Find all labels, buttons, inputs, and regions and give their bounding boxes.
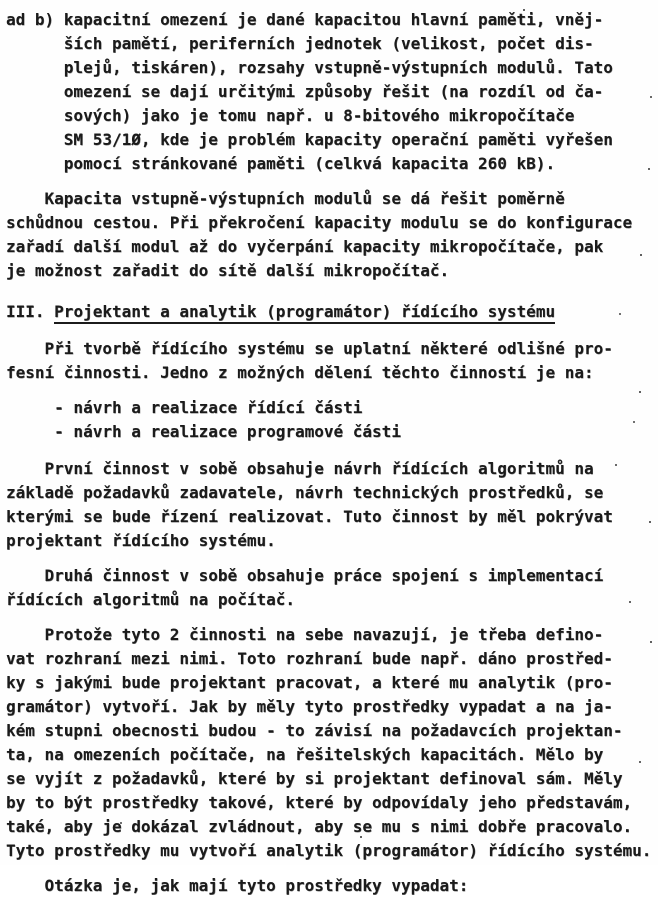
text-line: Při tvorbě řídícího systému se uplatní některé odlišné pro- — [6, 339, 613, 358]
text-line: ších pamětí, periferních jednotek (velikost, počet dis- — [6, 34, 594, 53]
text-line: - návrh a realizace řídící části — [6, 398, 363, 417]
text-line: fesní činnosti. Jedno z možných dělení těchto činností je na: — [6, 363, 594, 382]
text-line: Protože tyto 2 činnosti na sebe navazují, je třeba defino- — [6, 625, 604, 644]
text-line: První činnost v sobě obsahuje návrh řídících algoritmů na — [6, 459, 594, 478]
text-line: gramátor) vytvoří. Jak by měly tyto prostředky vypadat a na ja- — [6, 697, 613, 716]
paragraph-prvni-cinnost — [6, 457, 658, 553]
paragraph-druha-cinnost — [6, 564, 658, 612]
text-line: pomocí stránkované paměti (celkvá kapacita 260 kB). — [6, 154, 556, 173]
text-line: vat rozhraní mezi nimi. Toto rozhraní bude např. dáno prostřed- — [6, 649, 613, 668]
text-line: je možnost zařadit do sítě další mikropočítač. — [6, 261, 450, 280]
text-line: sových) jako je tomu např. u 8-bitového mikropočítače — [6, 106, 575, 125]
text-line: Tyto prostředky mu vytvoří analytik (programátor) řídícího systému. — [6, 841, 652, 860]
text-line: se vyjít z požadavků, které by si projektant definoval sám. Měly — [6, 769, 623, 788]
scan-noise-speckles — [0, 0, 2, 2]
text-line: - návrh a realizace programové části — [6, 422, 401, 441]
text-line: Druhá činnost v sobě obsahuje práce spojení s implementací — [6, 566, 604, 585]
text-line: také, aby je dokázal zvládnout, aby se mu s nimi dobře pracovalo. — [6, 817, 633, 836]
text-line: SM 53/1Ø, kde je problém kapacity operační paměti vyřešen — [6, 130, 613, 149]
text-line: Otázka je, jak mají tyto prostředky vypadat: — [6, 876, 469, 895]
document-content — [6, 8, 658, 898]
text-line: schůdnou cestou. Při překročení kapacity modulu se do konfigurace — [6, 213, 633, 232]
text-line: projektant řídícího systému. — [6, 531, 276, 550]
text-line: plejů, tiskáren), rozsahy vstupně-výstupních modulů. Tato — [6, 58, 613, 77]
text-line: by to být prostředky takové, které by odpovídaly jeho představám, — [6, 793, 633, 812]
section-heading — [6, 300, 658, 324]
text-line: Kapacita vstupně-výstupních modulů se dá řešit poměrně — [6, 189, 565, 208]
paragraph-otazka — [6, 874, 658, 898]
paragraph-protoze — [6, 623, 658, 863]
paragraph-kapacita — [6, 187, 658, 283]
paragraph-ad-b — [6, 8, 658, 176]
paragraph-pri-tvorbe — [6, 337, 658, 385]
heading-number: III. — [6, 302, 55, 321]
text-line: základě požadavků zadavatele, návrh technických prostředků, se — [6, 483, 604, 502]
text-line: ta, na omezeních počítače, na řešitelských kapacitách. Mělo by — [6, 745, 604, 764]
text-line: ad b) kapacitní omezení je dané kapacitou hlavní paměti, vněj- — [6, 10, 604, 29]
text-line: kém stupni obecnosti budou - to závisí na požadavcích projektan- — [6, 721, 623, 740]
text-line: kterými se bude řízení realizovat. Tuto činnost by měl pokrývat — [6, 507, 613, 526]
list-cinnosti — [6, 396, 658, 444]
text-line: omezení se dají určitými způsoby řešit (na rozdíl od ča- — [6, 82, 604, 101]
text-line: zařadí další modul až do vyčerpání kapacity mikropočítače, pak — [6, 237, 604, 256]
heading-title: Projektant a analytik (programátor) řídícího systému — [54, 302, 555, 324]
text-line: ky s jakými bude projektant pracovat, a které mu analytik (pro- — [6, 673, 613, 692]
text-line: řídících algoritmů na počítač. — [6, 590, 295, 609]
